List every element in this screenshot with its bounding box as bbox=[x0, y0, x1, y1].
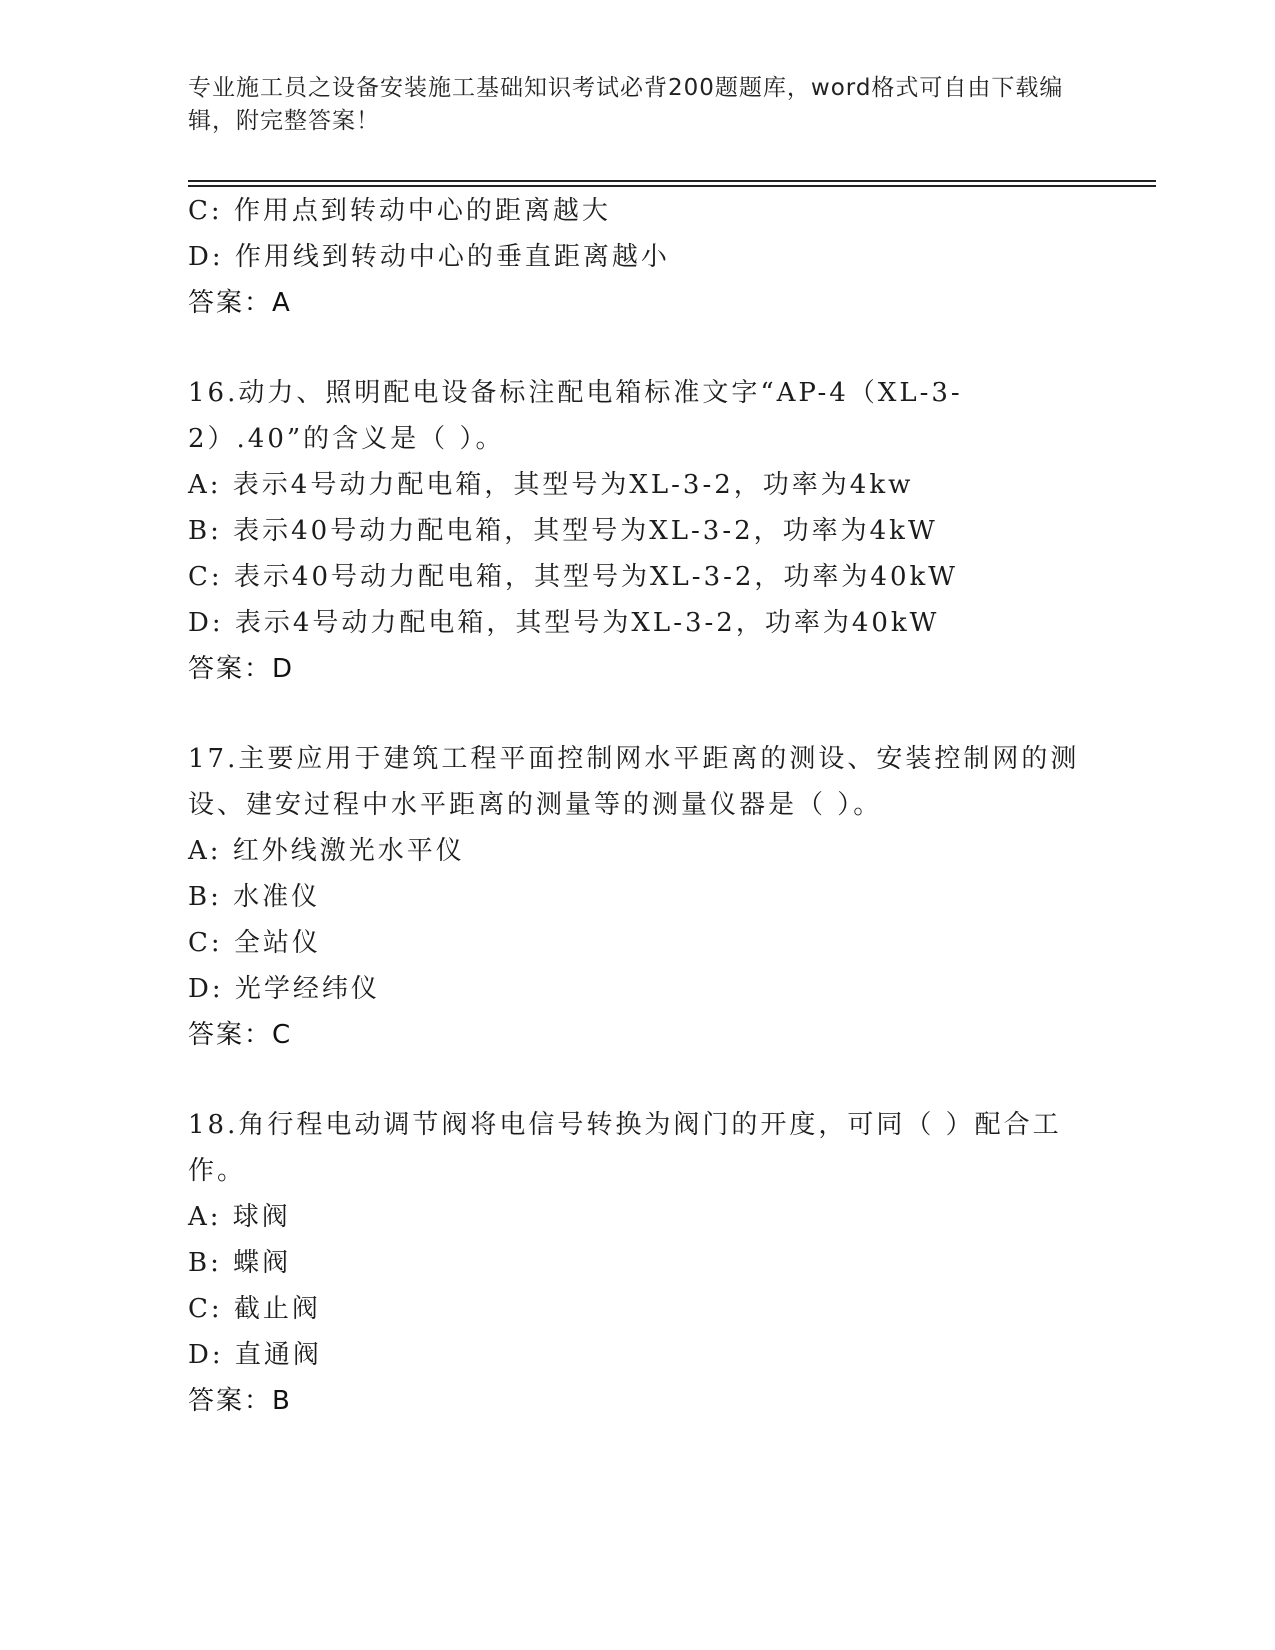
question-15-continuation bbox=[188, 188, 1088, 326]
option-b: B: 表示40号动力配电箱，其型号为XL-3-2，功率为4kW bbox=[188, 516, 938, 546]
option-d: D: 直通阀 bbox=[188, 1340, 322, 1370]
option-c: C: 截止阀 bbox=[188, 1294, 321, 1324]
option-b: B: 水准仪 bbox=[188, 882, 321, 912]
question-16 bbox=[188, 370, 1088, 692]
spacer bbox=[188, 326, 1088, 370]
option-c: C: 全站仪 bbox=[188, 928, 321, 958]
option-a: A: 红外线激光水平仪 bbox=[188, 836, 465, 866]
answer-label: 答案：C bbox=[188, 1020, 293, 1050]
spacer bbox=[188, 692, 1088, 736]
option-a: A: 表示4号动力配电箱，其型号为XL-3-2，功率为4kw bbox=[188, 470, 914, 500]
question-stem: 18.角行程电动调节阀将电信号转换为阀门的开度，可同（ ）配合工作。 bbox=[188, 1110, 1062, 1186]
header-divider-bottom bbox=[188, 185, 1156, 187]
question-list bbox=[188, 188, 1088, 1424]
option-b: B: 蝶阀 bbox=[188, 1248, 292, 1278]
option-d: D: 表示4号动力配电箱，其型号为XL-3-2，功率为40kW bbox=[188, 608, 940, 638]
answer-label: 答案：B bbox=[188, 1386, 292, 1416]
answer-label: 答案：A bbox=[188, 288, 292, 318]
question-stem: 17.主要应用于建筑工程平面控制网水平距离的测设、安装控制网的测设、建安过程中水平距离的测量等的测量仪器是（ ）。 bbox=[188, 744, 1080, 820]
option-d: D: 作用线到转动中心的垂直距离越小 bbox=[188, 242, 670, 272]
question-stem: 16.动力、照明配电设备标注配电箱标准文字“AP-4（XL-3-2）.40”的含义是（ ）。 bbox=[188, 378, 963, 454]
option-a: A: 球阀 bbox=[188, 1202, 291, 1232]
option-c: C: 作用点到转动中心的距离越大 bbox=[188, 196, 611, 226]
spacer bbox=[188, 1058, 1088, 1102]
header-divider-top bbox=[188, 180, 1156, 182]
answer-label: 答案：D bbox=[188, 654, 295, 684]
option-d: D: 光学经纬仪 bbox=[188, 974, 380, 1004]
header-title: 专业施工员之设备安装施工基础知识考试必背200题题库，word格式可自由下载编辑，附完整答案！ bbox=[188, 75, 1064, 134]
question-18 bbox=[188, 1102, 1088, 1424]
question-17 bbox=[188, 736, 1088, 1058]
option-c: C: 表示40号动力配电箱，其型号为XL-3-2，功率为40kW bbox=[188, 562, 958, 592]
document-header bbox=[188, 72, 1088, 138]
